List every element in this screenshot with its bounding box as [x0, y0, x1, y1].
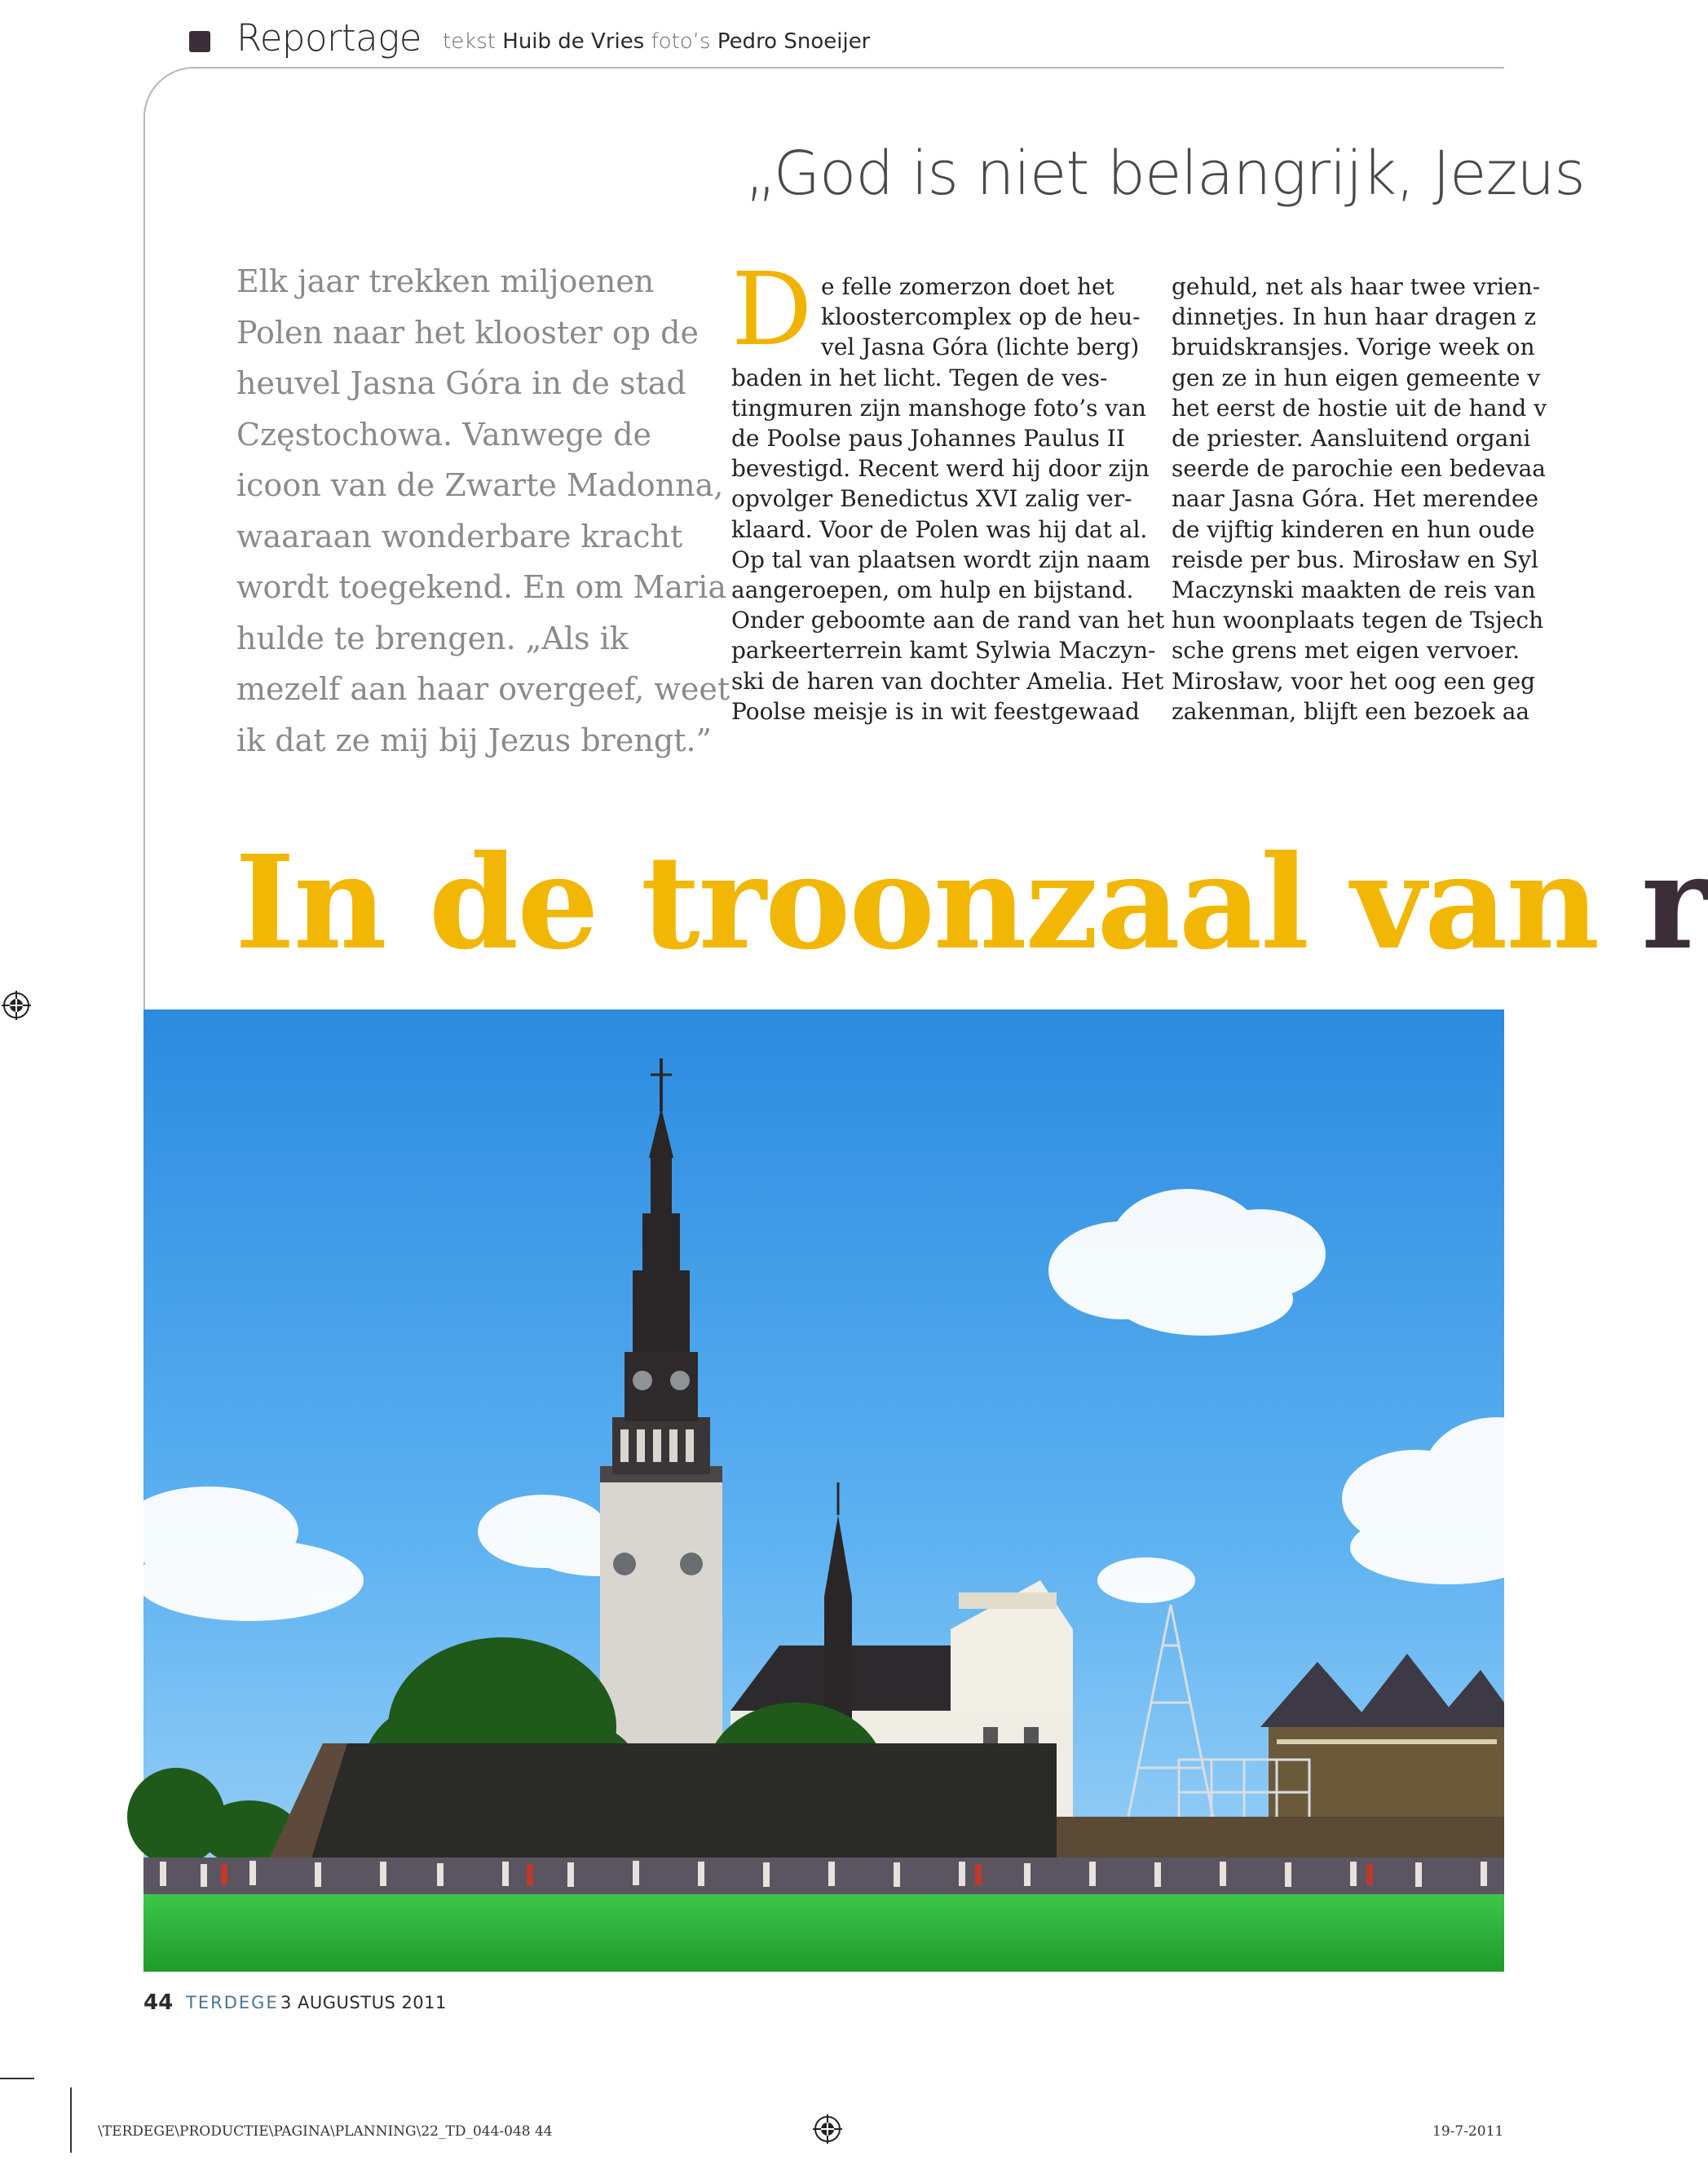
- credit-photo-label: foto’s: [651, 29, 711, 54]
- print-slug: \TERDEGE\PRODUCTIE\PAGINA\PLANNING\22_TD_044-048 44: [98, 2123, 553, 2140]
- body-line: kloostercomplex op de heu-: [821, 303, 1141, 331]
- body-line: parkeerterrein kamt Sylwia Maczyn-: [731, 637, 1156, 665]
- registration-mark-icon: [2, 991, 31, 1020]
- credits: [443, 29, 870, 54]
- body-line: bevestigd. Recent werd hij door zijn: [731, 455, 1150, 483]
- intro-line: mezelf aan haar overgeef, weet: [236, 671, 730, 707]
- body-line: zakenman, blijft een bezoek aa: [1172, 697, 1530, 725]
- intro-line: hulde te brengen. „Als ik: [236, 620, 629, 656]
- headline-main: In de troonzaal van: [235, 828, 1599, 978]
- body-line: vel Jasna Góra (lichte berg): [821, 334, 1140, 361]
- monastery-photo: [143, 1009, 1504, 1972]
- page-number: 44: [143, 1990, 174, 2015]
- body-line: dinnetjes. In hun haar dragen z: [1172, 303, 1537, 331]
- body-line: de vijftig kinderen en hun oude: [1172, 515, 1535, 543]
- body-line: Onder geboomte aan de rand van het: [731, 607, 1165, 634]
- body-line: e felle zomerzon doet het: [821, 273, 1114, 300]
- intro-line: wordt toegekend. En om Maria: [236, 569, 726, 605]
- body-line: gen ze in hun eigen gemeente v: [1172, 364, 1541, 391]
- body-line: Poolse meisje is in wit feestgewaad: [731, 697, 1140, 725]
- intro-line: waaraan wonderbare kracht: [236, 518, 683, 554]
- body-line: de Poolse paus Johannes Paulus II: [731, 425, 1125, 453]
- lawn: [143, 1894, 1504, 1972]
- body-line: klaard. Voor de Polen was hij dat al.: [731, 515, 1148, 543]
- headline-accent: r: [1641, 828, 1708, 978]
- body-line: bruidskransjes. Vorige week on: [1172, 334, 1535, 361]
- intro-line: Polen naar het klooster op de: [236, 314, 699, 351]
- article-column-1: [731, 272, 1165, 727]
- section-marker: [189, 31, 210, 52]
- body-line: baden in het licht. Tegen de ves-: [731, 364, 1108, 391]
- publication-name: TERDEGE: [186, 1993, 279, 2012]
- section-label: Reportage: [236, 16, 421, 60]
- frame-left-line: [143, 117, 145, 1009]
- crowd: [143, 1858, 1504, 1898]
- body-line: reisde per bus. Mirosław en Syl: [1172, 546, 1538, 573]
- body-line: ski de haren van dochter Amelia. Het: [731, 667, 1164, 695]
- photo-illustration: [143, 1009, 1504, 1972]
- drop-cap: D: [731, 251, 813, 369]
- body-line: hun woonplaats tegen de Tsjech: [1172, 607, 1544, 634]
- body-line: opvolger Benedictus XVI zalig ver-: [731, 485, 1132, 513]
- body-line: Op tal van plaatsen wordt zijn naam: [731, 546, 1150, 573]
- pull-quote: „God is niet belangrijk, Jezus: [745, 139, 1585, 209]
- body-line: sche grens met eigen vervoer.: [1172, 637, 1520, 665]
- body-line: aangeroepen, om hulp en bijstand.: [731, 576, 1134, 604]
- body-line: Maczynski maakten de reis van: [1172, 576, 1536, 604]
- crop-mark: [70, 2087, 72, 2153]
- body-line: gehuld, net als haar twee vrien-: [1172, 273, 1541, 300]
- registration-mark-icon: [813, 2114, 842, 2144]
- intro-line: Elk jaar trekken miljoenen: [236, 263, 655, 299]
- frame-corner: [143, 67, 241, 165]
- credit-photographer: Pedro Snoeijer: [717, 29, 871, 54]
- body-line: tingmuren zijn manshoge foto’s van: [731, 394, 1146, 422]
- headline: [235, 828, 1708, 978]
- intro-line: ik dat ze mij bij Jezus brengt.”: [236, 722, 712, 758]
- intro-line: Częstochowa. Vanwege de: [236, 416, 652, 453]
- body-line: de priester. Aansluitend organi: [1172, 425, 1531, 453]
- print-slug-date: 19-7-2011: [1432, 2123, 1504, 2140]
- intro-line: icoon van de Zwarte Madonna,: [236, 467, 724, 503]
- body-line: het eerst de hostie uit de hand v: [1172, 394, 1547, 422]
- body-line: naar Jasna Góra. Het merendee: [1172, 485, 1539, 513]
- publication-date: 3 AUGUSTUS 2011: [280, 1993, 447, 2012]
- article-column-2: [1172, 272, 1547, 727]
- intro-text: [236, 256, 730, 766]
- credit-author: Huib de Vries: [502, 29, 645, 54]
- body-line: Mirosław, voor het oog een geg: [1172, 667, 1536, 695]
- intro-line: heuvel Jasna Góra in de stad: [236, 365, 686, 401]
- body-line: seerde de parochie een bedevaa: [1172, 455, 1546, 483]
- crop-mark: [0, 2078, 34, 2079]
- credit-text-label: tekst: [443, 29, 496, 54]
- frame-top-line: [192, 67, 1504, 68]
